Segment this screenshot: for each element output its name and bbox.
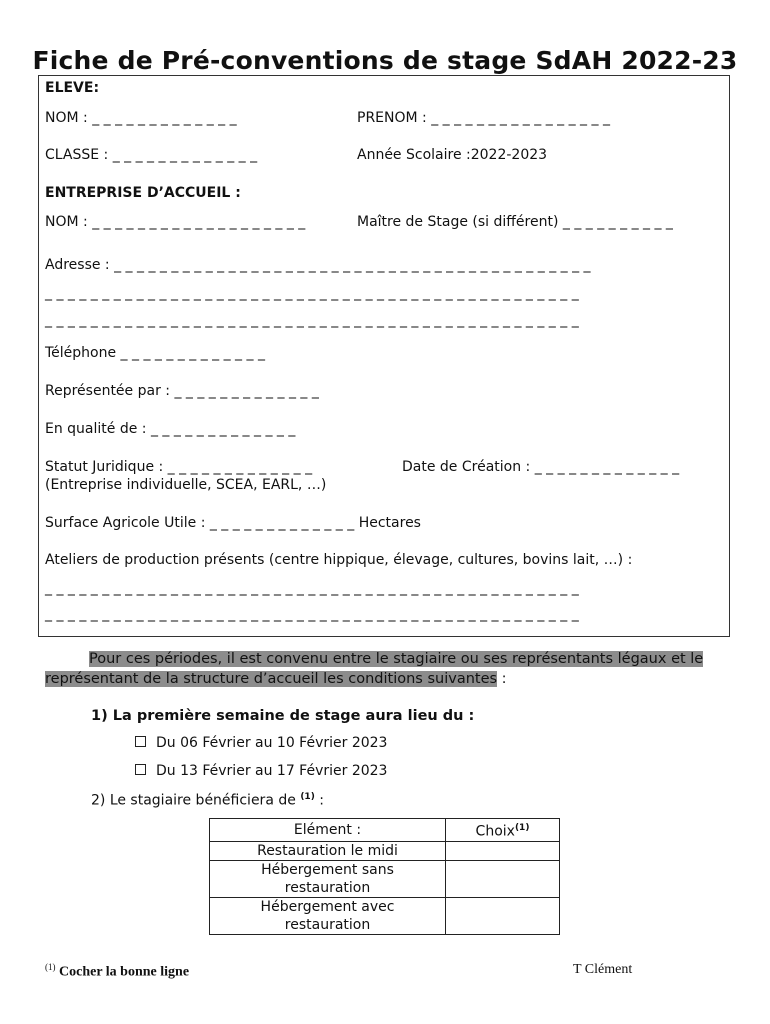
table-row bbox=[210, 841, 560, 860]
eleve-nom-field[interactable]: NOM : _ _ _ _ _ _ _ _ _ _ _ _ _ bbox=[45, 110, 237, 126]
option-week-2-label: Du 13 Février au 17 Février 2023 bbox=[156, 763, 388, 779]
footer-author: T Clément bbox=[573, 962, 633, 977]
table-cell-choix[interactable] bbox=[446, 841, 560, 860]
entreprise-nom-field[interactable]: NOM : _ _ _ _ _ _ _ _ _ _ _ _ _ _ _ _ _ _ _ bbox=[45, 214, 306, 230]
telephone-field[interactable]: Téléphone _ _ _ _ _ _ _ _ _ _ _ _ _ bbox=[45, 345, 265, 361]
option-week-1-label: Du 06 Février au 10 Février 2023 bbox=[156, 735, 388, 751]
table-cell-choix[interactable] bbox=[446, 897, 560, 934]
ateliers-label: Ateliers de production présents (centre hippique, élevage, cultures, bovins lait, …) : bbox=[45, 552, 633, 568]
statut-juridique-field[interactable]: Statut Juridique : _ _ _ _ _ _ _ _ _ _ _ _ _ bbox=[45, 459, 313, 475]
eleve-heading: ELEVE: bbox=[45, 80, 100, 96]
page-title: Fiche de Pré-conventions de stage SdAH 2022-23 bbox=[32, 46, 738, 75]
table-cell-element: Hébergement avec restauration bbox=[210, 897, 446, 934]
maitre-de-stage-field[interactable]: Maître de Stage (si différent) _ _ _ _ _ _ _ _ _ _ bbox=[357, 214, 673, 230]
checkbox-icon[interactable] bbox=[135, 764, 146, 775]
qualite-field[interactable]: En qualité de : _ _ _ _ _ _ _ _ _ _ _ _ _ bbox=[45, 421, 296, 437]
ateliers-line-1[interactable]: _ _ _ _ _ _ _ _ _ _ _ _ _ _ _ _ _ _ _ _ _ _ _ _ _ _ _ _ _ _ _ _ _ _ _ _ _ _ _ _ _ _ _ _ _ _ _ bbox=[45, 580, 579, 596]
table-header-row bbox=[210, 819, 560, 842]
footnote: $^{(1)}$ Cocher la bonne ligne bbox=[45, 962, 190, 980]
conditions-intro bbox=[45, 649, 725, 689]
table-header-choix: Choix$^{(1)}$ bbox=[446, 819, 560, 842]
table-cell-choix[interactable] bbox=[446, 860, 560, 897]
adresse-line-3[interactable]: _ _ _ _ _ _ _ _ _ _ _ _ _ _ _ _ _ _ _ _ _ _ _ _ _ _ _ _ _ _ _ _ _ _ _ _ _ _ _ _ _ _ _ _ _ _ _ bbox=[45, 312, 579, 328]
options-table bbox=[209, 818, 560, 935]
table-row bbox=[210, 897, 560, 934]
table-cell-element: Hébergement sans restauration bbox=[210, 860, 446, 897]
eleve-prenom-field[interactable]: PRENOM : _ _ _ _ _ _ _ _ _ _ _ _ _ _ _ _ bbox=[357, 110, 610, 126]
representee-par-field[interactable]: Représentée par : _ _ _ _ _ _ _ _ _ _ _ _ _ bbox=[45, 383, 319, 399]
option-week-1[interactable] bbox=[135, 735, 387, 751]
item-2-heading: 2) Le stagiaire bénéficiera de $^{(1)}$ : bbox=[91, 792, 324, 809]
eleve-classe-field[interactable]: CLASSE : _ _ _ _ _ _ _ _ _ _ _ _ _ bbox=[45, 147, 258, 163]
conditions-intro-colon: : bbox=[497, 671, 507, 687]
ateliers-line-2[interactable]: _ _ _ _ _ _ _ _ _ _ _ _ _ _ _ _ _ _ _ _ _ _ _ _ _ _ _ _ _ _ _ _ _ _ _ _ _ _ _ _ _ _ _ _ _ _ _ bbox=[45, 606, 579, 622]
table-cell-element: Restauration le midi bbox=[210, 841, 446, 860]
conditions-intro-highlight: Pour ces périodes, il est convenu entre le stagiaire ou ses représentants légaux et le représentant de la structure d’accueil les conditions suivantes bbox=[45, 651, 704, 687]
entreprise-heading: ENTREPRISE D’ACCUEIL : bbox=[45, 185, 241, 201]
surface-agricole-field[interactable]: Surface Agricole Utile : _ _ _ _ _ _ _ _ _ _ _ _ _ Hectares bbox=[45, 515, 421, 531]
date-creation-field[interactable]: Date de Création : _ _ _ _ _ _ _ _ _ _ _ _ _ bbox=[402, 459, 680, 475]
adresse-line-2[interactable]: _ _ _ _ _ _ _ _ _ _ _ _ _ _ _ _ _ _ _ _ _ _ _ _ _ _ _ _ _ _ _ _ _ _ _ _ _ _ _ _ _ _ _ _ _ _ _ bbox=[45, 285, 579, 301]
adresse-field[interactable]: Adresse : _ _ _ _ _ _ _ _ _ _ _ _ _ _ _ _ _ _ _ _ _ _ _ _ _ _ _ _ _ _ _ _ _ _ _ _ _ _ _ _ _ _ bbox=[45, 257, 591, 273]
statut-juridique-note: (Entreprise individuelle, SCEA, EARL, …) bbox=[45, 477, 327, 493]
item-1-heading: 1) La première semaine de stage aura lieu du : bbox=[91, 708, 475, 724]
checkbox-icon[interactable] bbox=[135, 736, 146, 747]
table-header-element: Elément : bbox=[210, 819, 446, 842]
annee-scolaire: Année Scolaire :2022-2023 bbox=[357, 147, 548, 163]
table-row bbox=[210, 860, 560, 897]
option-week-2[interactable] bbox=[135, 763, 387, 779]
